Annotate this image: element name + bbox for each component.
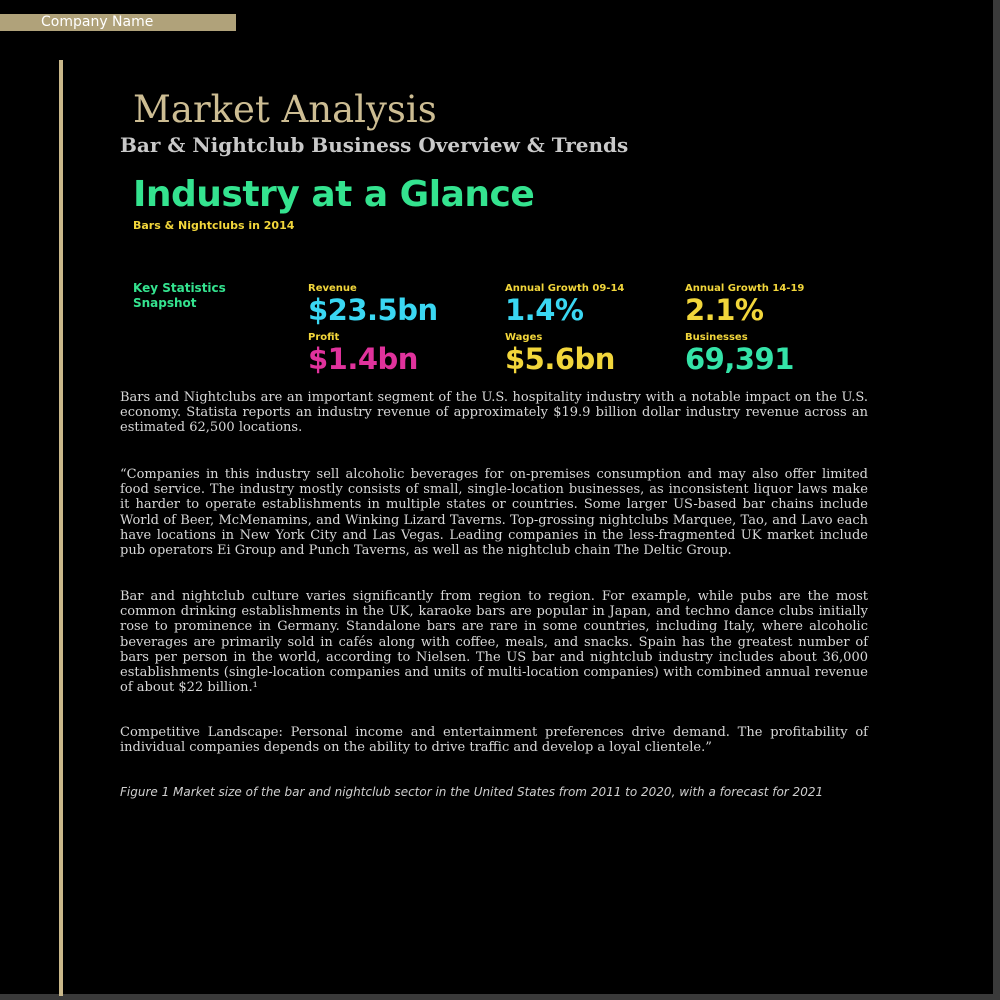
page-subtitle: Bar & Nightclub Business Overview & Trends: [120, 133, 629, 157]
infographic-subheading: Bars & Nightclubs in 2014: [133, 219, 295, 232]
stat-label: Annual Growth 14-19: [685, 283, 805, 294]
stat-value: $5.6bn: [505, 342, 615, 376]
page-title: Market Analysis: [133, 88, 437, 131]
figure-caption: Figure 1 Market size of the bar and nightclub sector in the United States from 2011 to 2020, with a forecast for 2021: [120, 785, 824, 799]
body-paragraph: Bars and Nightclubs are an important segment of the U.S. hospitality industry with a notable impact on the U.S. economy. Statista reports an industry revenue of approximately $19.9 billion dollar industry revenue across an estimated 62,500 locations.: [120, 390, 868, 436]
page-frame-bottom: [0, 994, 1000, 1000]
stat-profit: [308, 332, 418, 375]
body-paragraph: Bar and nightclub culture varies significantly from region to region. For example, while pubs are the most common drinking establishments in the UK, karaoke bars are popular in Japan, and techno dance clubs initially rose to prominence in Germany. Standalone bars are rare in some countries, including Italy, where alcoholic beverages are primarily sold in cafés along with coffee, meals, and snacks. Spain has the greatest number of bars per person in the world, according to Nielsen. The US bar and nightclub industry includes about 36,000 establishments (single-location companies and units of multi-location companies) with combined annual revenue of about $22 billion.¹: [120, 589, 868, 696]
stat-label: Wages: [505, 332, 543, 343]
stat-value: $23.5bn: [308, 293, 438, 327]
stat-label: Annual Growth 09-14: [505, 283, 625, 294]
page-frame-right: [993, 0, 1000, 1000]
stat-annual-growth-09-14: [505, 283, 624, 326]
body-paragraph: “Companies in this industry sell alcoholic beverages for on-premises consumption and may also offer limited food service. The industry mostly consists of small, single-location businesses, as inconsistent liquor laws make it harder to operate establishments in multiple states or countries. Some larger US-based bar chains include World of Beer, McMenamins, and Winking Lizard Taverns. Top-grossing nightclubs Marquee, Tao, and Lavo each have locations in New York City and Las Vegas. Leading companies in the less-fragmented UK market include pub operators Ei Group and Punch Taverns, as well as the nightclub chain The Deltic Group.: [120, 467, 868, 559]
stat-value: $1.4bn: [308, 342, 418, 376]
stat-value: 2.1%: [685, 293, 764, 327]
stat-wages: [505, 332, 615, 375]
body-paragraph: Competitive Landscape: Personal income and entertainment preferences drive demand. The profitability of individual companies depends on the ability to drive traffic and develop a loyal clientele.”: [120, 725, 868, 756]
stat-value: 69,391: [685, 342, 794, 376]
stat-label: Businesses: [685, 332, 748, 343]
stat-annual-growth-14-19: [685, 283, 804, 326]
stat-label: Revenue: [308, 283, 357, 294]
stat-businesses: [685, 332, 794, 375]
stat-value: 1.4%: [505, 293, 584, 327]
stat-revenue: [308, 283, 438, 326]
key-statistics-label: Key Statistics Snapshot: [133, 281, 226, 310]
company-name-tab: Company Name: [0, 14, 236, 31]
accent-vertical-line: [59, 60, 63, 996]
infographic-heading: Industry at a Glance: [133, 174, 535, 215]
stat-label: Profit: [308, 332, 340, 343]
